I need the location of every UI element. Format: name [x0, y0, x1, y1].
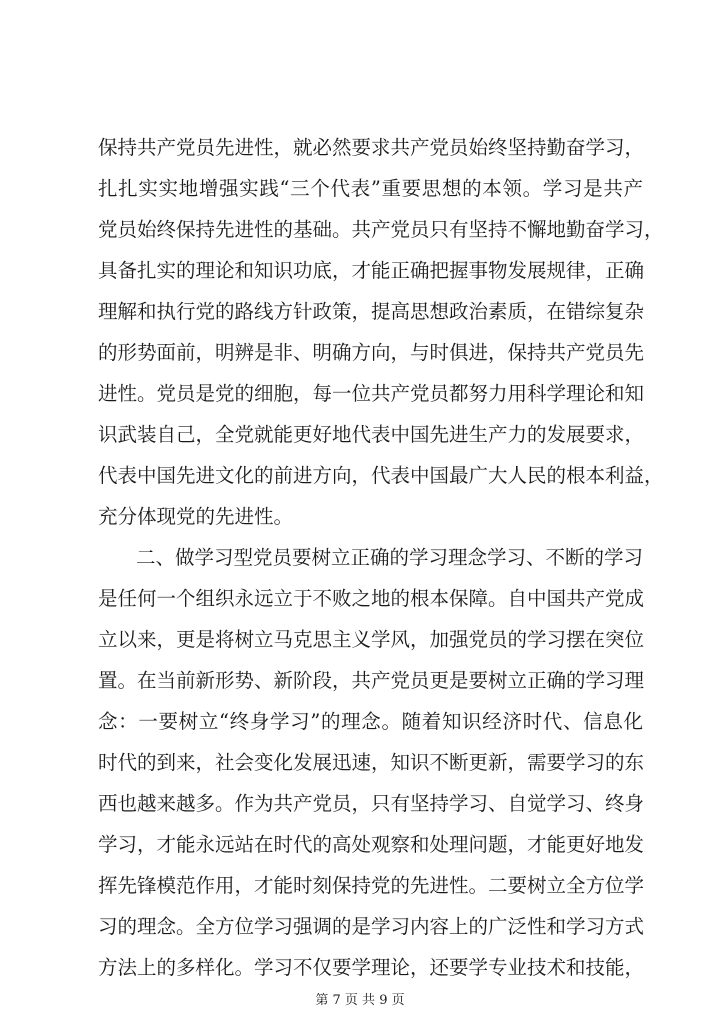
- text-line: 学习，才能永远站在时代的高处观察和处理问题，才能更好地发: [98, 833, 645, 856]
- text-line: 方法上的多样化。学习不仅要学理论，还要学专业技术和技能，: [98, 956, 645, 979]
- text-line: 念：一要树立“终身学习”的理念。随着知识经济时代、信息化: [98, 710, 643, 733]
- text-line: 习的理念。全方位学习强调的是学习内容上的广泛性和学习方式: [98, 915, 645, 938]
- text-line: 理解和执行党的路线方针政策，提高思想政治素质，在错综复杂: [98, 300, 645, 323]
- text-line: 时代的到来，社会变化发展迅速，知识不断更新，需要学习的东: [98, 751, 645, 774]
- text-line: 党员始终保持先进性的基础。共产党员只有坚持不懈地勤奋学习，: [98, 218, 664, 241]
- text-line: 充分体现党的先进性。: [98, 505, 294, 528]
- paragraph-heading-line: 二、做学习型党员要树立正确的学习理念学习、不断的学习: [136, 546, 644, 569]
- text-line: 西也越来越多。作为共产党员，只有坚持学习、自觉学习、终身: [98, 792, 645, 815]
- text-line: 具备扎实的理论和知识功底，才能正确把握事物发展规律，正确: [98, 259, 645, 282]
- text-line: 置。在当前新形势、新阶段，共产党员更是要树立正确的学习理: [98, 669, 645, 692]
- text-line: 代表中国先进文化的前进方向，代表中国最广大人民的根本利益，: [98, 464, 664, 487]
- text-line: 识武装自己，全党就能更好地代表中国先进生产力的发展要求，: [98, 423, 645, 446]
- text-line: 是任何一个组织永远立于不败之地的根本保障。自中国共产党成: [98, 587, 645, 610]
- text-line: 的形势面前，明辨是非、明确方向，与时俱进，保持共产党员先: [98, 341, 645, 364]
- text-line: 立以来，更是将树立马克思主义学风，加强党员的学习摆在突位: [98, 628, 645, 651]
- text-line: 挥先锋模范作用，才能时刻保持党的先进性。二要树立全方位学: [98, 874, 645, 897]
- page-number: 第 7 页 共 9 页: [315, 993, 405, 1008]
- text-line: 进性。党员是党的细胞，每一位共产党员都努力用科学理论和知: [98, 382, 645, 405]
- text-line: 扎扎实实地增强实践“三个代表”重要思想的本领。学习是共产: [98, 177, 643, 200]
- text-line: 保持共产党员先进性，就必然要求共产党员始终坚持勤奋学习，: [98, 136, 645, 159]
